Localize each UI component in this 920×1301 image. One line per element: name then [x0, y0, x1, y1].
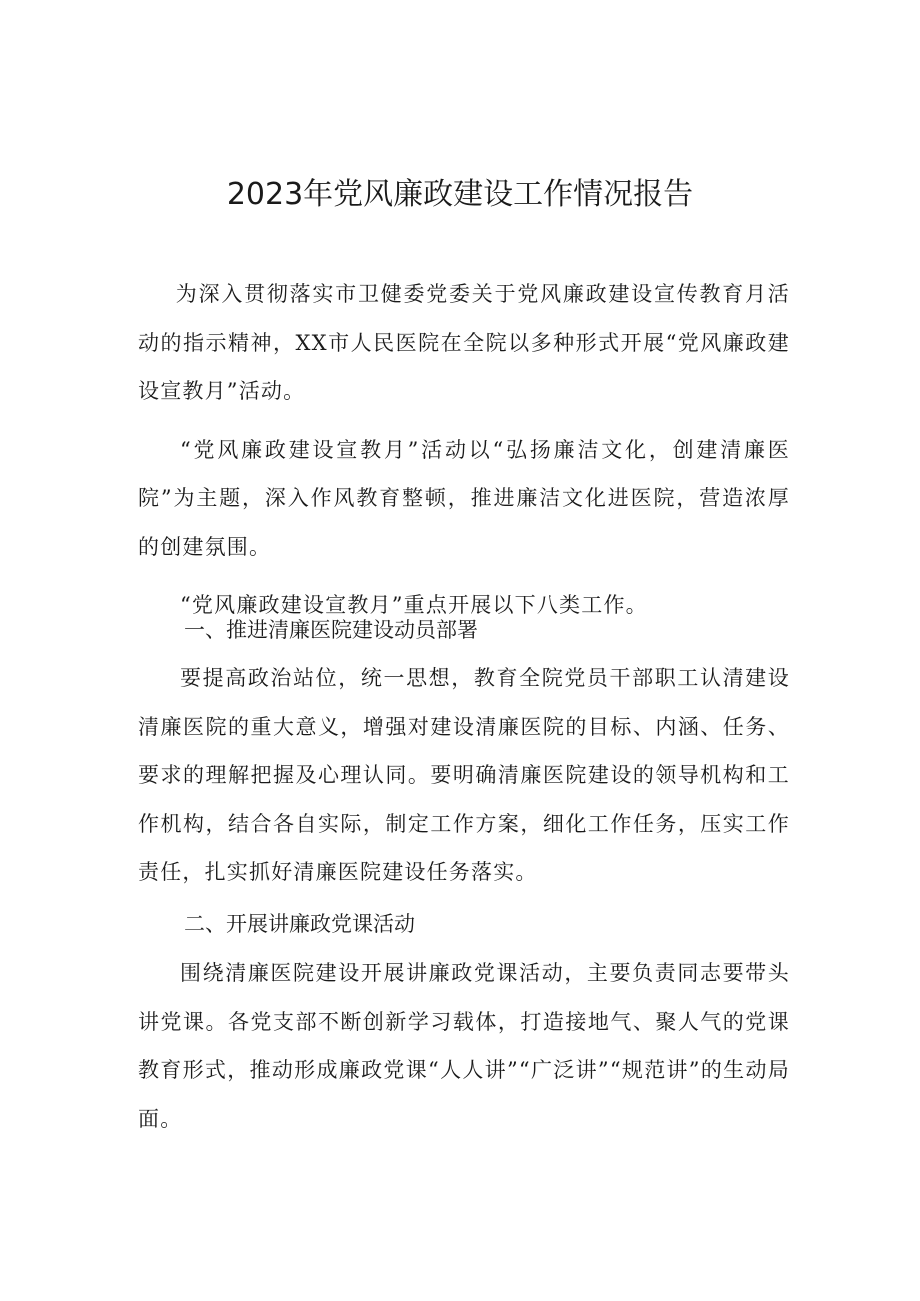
- section-2-heading: 二、开展讲廉政党课活动: [184, 912, 415, 936]
- intro-paragraph-2: “党风廉政建设宣教月”活动以“弘扬廉洁文化，创建清廉医院”为主题，深入作风教育整顿，推进廉洁文化进医院，营造浓厚的创建氛围。: [138, 437, 790, 559]
- intro-paragraph-1: 为深入贯彻落实市卫健委党委关于党风廉政建设宣传教育月活动的指示精神，XX市人民医院在全院以多种形式开展“党风廉政建设宣教月”活动。: [138, 282, 790, 403]
- intro-block: [138, 270, 790, 630]
- section-1-paragraph: 要提高政治站位，统一思想，教育全院党员干部职工认清建设清廉医院的重大意义，增强对建设清廉医院的目标、内涵、任务、要求的理解把握及心理认同。要明确清廉医院建设的领导机构和工作机构，结合各自实际，制定工作方案，细化工作任务，压实工作责任，扎实抓好清廉医院建设任务落实。: [138, 666, 790, 884]
- section-1-heading: 一、推进清廉医院建设动员部署: [184, 618, 478, 642]
- section-2-body: [138, 949, 790, 1143]
- section-2-paragraph: 围绕清廉医院建设开展讲廉政党课活动，主要负责同志要带头讲党课。各党支部不断创新学习载体，打造接地气、聚人气的党课教育形式，推动形成廉政党课“人人讲”“广泛讲”“规范讲”的生动局面。: [138, 961, 790, 1131]
- section-1-body: [138, 654, 790, 897]
- intro-paragraph-3: “党风廉政建设宣教月”重点开展以下八类工作。: [180, 593, 648, 617]
- document-title: 2023年党风廉政建设工作情况报告: [226, 177, 694, 212]
